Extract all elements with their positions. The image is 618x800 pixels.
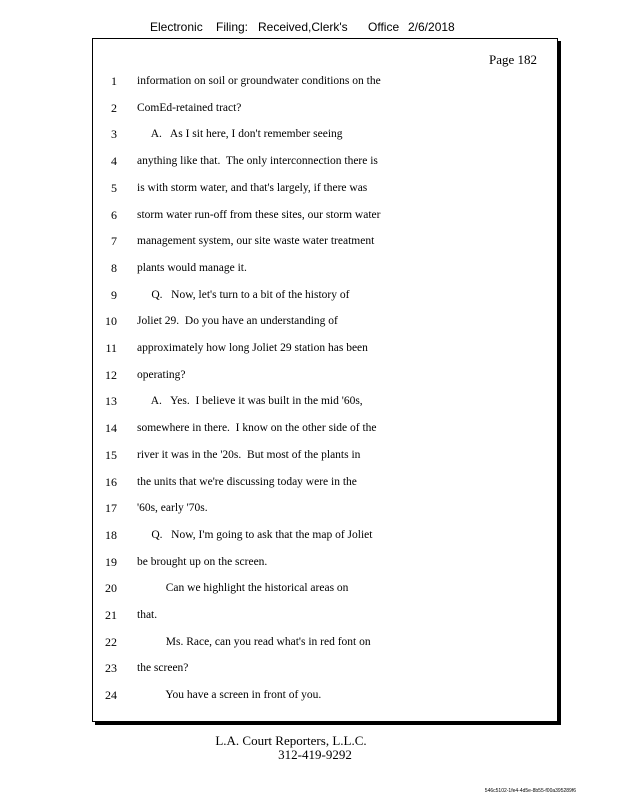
- line-text: Joliet 29. Do you have an understanding of: [137, 315, 338, 328]
- transcript-line: [93, 287, 557, 303]
- line-text: Ms. Race, can you read what's in red font on: [137, 635, 371, 648]
- page-number: Page 182: [488, 52, 537, 67]
- header-word-office: Office: [368, 20, 400, 34]
- line-text: You have a screen in front of you.: [137, 689, 322, 702]
- footer-company: L.A. Court Reporters, L.L.C.: [215, 733, 367, 748]
- transcript-line: [93, 207, 557, 223]
- line-number: 5: [111, 180, 117, 195]
- transcript-line: [93, 447, 557, 463]
- line-text: storm water run-off from these sites, our storm water: [137, 208, 381, 221]
- line-text: A. As I sit here, I don't remember seeing: [137, 128, 343, 141]
- line-number: 24: [105, 688, 117, 703]
- line-number: 4: [111, 154, 117, 169]
- line-number: 11: [105, 341, 117, 355]
- transcript-line: [93, 500, 557, 516]
- line-text: approximately how long Joliet 29 station has been: [137, 342, 368, 354]
- line-number: 1: [111, 74, 117, 88]
- line-number: 18: [105, 527, 117, 542]
- transcript-line: [93, 660, 557, 676]
- line-number: 19: [105, 554, 117, 569]
- line-number: 9: [111, 287, 117, 302]
- line-text: the screen?: [137, 662, 189, 675]
- line-number: 23: [105, 661, 117, 676]
- line-number: 21: [105, 608, 117, 622]
- line-text: Q. Now, I'm going to ask that the map of Joliet: [137, 528, 373, 541]
- line-number: 2: [111, 100, 117, 115]
- line-text: be brought up on the screen.: [137, 555, 268, 568]
- line-number: 12: [105, 367, 117, 382]
- line-number: 10: [105, 314, 117, 329]
- line-text: is with storm water, and that's largely, if there was: [137, 181, 368, 194]
- line-number: 6: [111, 207, 117, 222]
- line-text: the units that we're discussing today were in the: [137, 475, 357, 488]
- line-number: 16: [105, 474, 117, 489]
- transcript-line: [93, 420, 557, 436]
- line-text: river it was in the '20s. But most of the plants in: [137, 448, 361, 461]
- transcript-line: [93, 687, 557, 703]
- transcript-line: [93, 474, 557, 490]
- line-number: 17: [105, 501, 117, 516]
- efiling-header: [0, 20, 618, 38]
- transcript-line: [93, 580, 557, 596]
- line-text: that.: [137, 609, 158, 621]
- header-word-filing: Filing:: [216, 20, 249, 34]
- line-text: '60s, early '70s.: [137, 502, 208, 515]
- transcript-line: [93, 260, 557, 276]
- line-text: Can we highlight the historical areas on: [137, 582, 349, 595]
- line-text: Q. Now, let's turn to a bit of the history of: [137, 288, 350, 301]
- header-date: 2/6/2018: [408, 20, 455, 34]
- transcript-line: [93, 153, 557, 169]
- line-text: management system, our site waste water treatment: [137, 235, 375, 248]
- transcript-line: [93, 607, 557, 623]
- line-number: 20: [105, 581, 117, 596]
- transcript-line: [93, 367, 557, 383]
- line-text: ComEd-retained tract?: [137, 101, 242, 114]
- transcript-line: [93, 340, 557, 356]
- line-text: information on soil or groundwater conditions on the: [137, 75, 381, 87]
- transcript-line: [93, 313, 557, 329]
- transcript-line: [93, 393, 557, 409]
- transcript-line: [93, 554, 557, 570]
- line-number: 15: [105, 447, 117, 462]
- line-number: 7: [111, 234, 117, 249]
- line-number: 22: [105, 634, 117, 649]
- line-number: 3: [111, 127, 117, 142]
- footer-phone: 312-419-9292: [278, 747, 352, 762]
- transcript-line: [93, 180, 557, 196]
- line-text: A. Yes. I believe it was built in the mid '60s,: [137, 395, 363, 408]
- line-text: somewhere in there. I know on the other side of the: [137, 422, 377, 435]
- transcript-line: [93, 126, 557, 142]
- document-id: 546c5102-1fe4-4d5e-8b55-f00a395289f6: [484, 788, 576, 794]
- line-number: 13: [105, 394, 117, 409]
- line-number: 14: [105, 421, 117, 436]
- line-text: anything like that. The only interconnection there is: [137, 155, 378, 168]
- transcript-line: [93, 100, 557, 116]
- transcript-line: [93, 634, 557, 650]
- line-text: plants would manage it.: [137, 261, 247, 274]
- line-number: 8: [111, 260, 117, 275]
- transcript-page: [92, 38, 558, 722]
- line-text: operating?: [137, 368, 186, 381]
- header-word-electronic: Electronic: [150, 20, 203, 34]
- transcript-line: [93, 527, 557, 543]
- header-word-received-clerks: Received,Clerk's: [258, 20, 348, 34]
- transcript-line: [93, 233, 557, 249]
- transcript-line: [93, 73, 557, 89]
